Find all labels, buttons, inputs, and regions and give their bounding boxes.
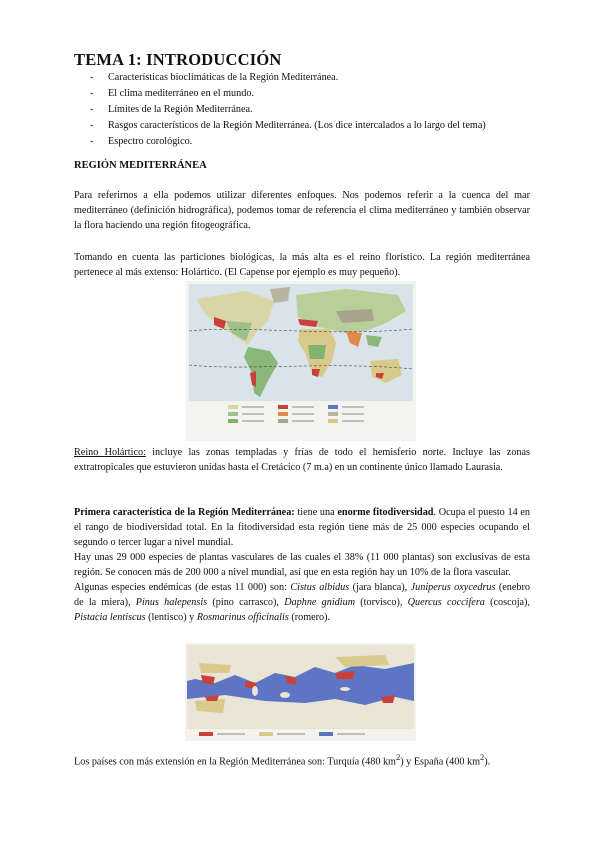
term-label: Reino Holártico:	[74, 447, 146, 458]
phytodiversity-paragraph	[74, 505, 530, 625]
characteristic-lead: Primera característica de la Región Mediterránea:	[74, 507, 295, 518]
text-run: tiene una	[294, 507, 338, 518]
superscript: 2	[480, 752, 485, 762]
text-run: (enebro de la miera),	[74, 582, 530, 608]
list-item: - Características bioclimáticas de la Región Mediterránea.	[90, 70, 486, 86]
species-name: Cistus albidus	[290, 582, 350, 593]
page-title: TEMA 1: INTRODUCCIÓN	[74, 50, 282, 69]
mediterranean-region-map-figure	[185, 643, 416, 741]
floristic-kingdom-paragraph: Tomando en cuenta las particiones biológicas, la más alta es el reino florístico. La región mediterránea pertenece al más extenso: Holártico. (El Capense por ejemplo es muy pequeño).	[74, 252, 530, 278]
superscript: 2	[395, 752, 401, 762]
bold-phrase: enorme fitodiversidad	[337, 507, 434, 518]
list-item: - Límites de la Región Mediterránea.	[90, 102, 486, 118]
holarctic-paragraph	[74, 445, 530, 475]
species-name: Pinus halepensis	[135, 597, 208, 608]
species-name: Daphne gnidium	[284, 597, 356, 608]
intro-paragraph: Para referirnos a ella podemos utilizar diferentes enfoques. Nos podemos referir a la cuenca del mar mediterráneo (definición hidrográfica), podemos tomar de referencia el clima mediterráneo y también observar la flora haciendo una región fitogeográfica.	[74, 190, 530, 231]
text-run: (jara blanca),	[349, 582, 411, 593]
term-definition: incluye las zonas templadas y frías de todo el hemisferio norte. Incluye las zonas extratropicales que estuvieron unidas hasta el Cretácico (7 m.a) en un continente único llamado Laurasia.	[74, 447, 530, 473]
text-run: Los países con más extensión en la Región Mediterránea son: Turquía (480 km	[74, 756, 396, 768]
text-run: . Ocupa el puesto 14 en el rango de biodiversidad total. En la fitodiversidad esta región tiene más de 25 000 especies ocupando el segundo o tercer lugar a nivel mundial.	[74, 507, 530, 548]
text-run: (pino carrasco),	[207, 597, 285, 608]
world-floristic-map-figure	[186, 281, 416, 441]
list-item: - Espectro corológico.	[90, 134, 486, 150]
text-run: (coscoja),	[484, 597, 530, 608]
list-item: - Rasgos característicos de la Región Mediterránea. (Los dice intercalados a lo largo del tema)	[90, 118, 486, 134]
species-name: Rosmarinus officinalis	[196, 612, 289, 623]
species-name: Quercus coccifera	[407, 597, 485, 608]
species-name: Juniperus oxycedrus	[410, 582, 496, 593]
list-item: - El clima mediterráneo en el mundo.	[90, 86, 486, 102]
text-run: ) y España (400 km	[400, 756, 481, 768]
text-run: ).	[484, 756, 491, 768]
text-run: (torvisco),	[355, 597, 408, 608]
text-run: Hay unas 29 000 especies de plantas vasculares de las cuales el 38% (11 000 plantas) son exclusivas de esta región. Se conocen más de 200 000 a nivel mundial, así que en esta región hay un 10% de la flora vascular.	[74, 552, 530, 578]
text-run: (romero).	[288, 612, 331, 623]
text-run: (lentisco) y	[145, 612, 197, 623]
section-heading: REGIÓN MEDITERRÁNEA	[74, 160, 207, 171]
species-name: Pistacia lentiscus	[74, 612, 146, 623]
text-run: Algunas especies endémicas (de estas 11 000) son:	[74, 582, 291, 593]
topic-list	[90, 70, 486, 150]
largest-countries-paragraph	[74, 750, 530, 769]
